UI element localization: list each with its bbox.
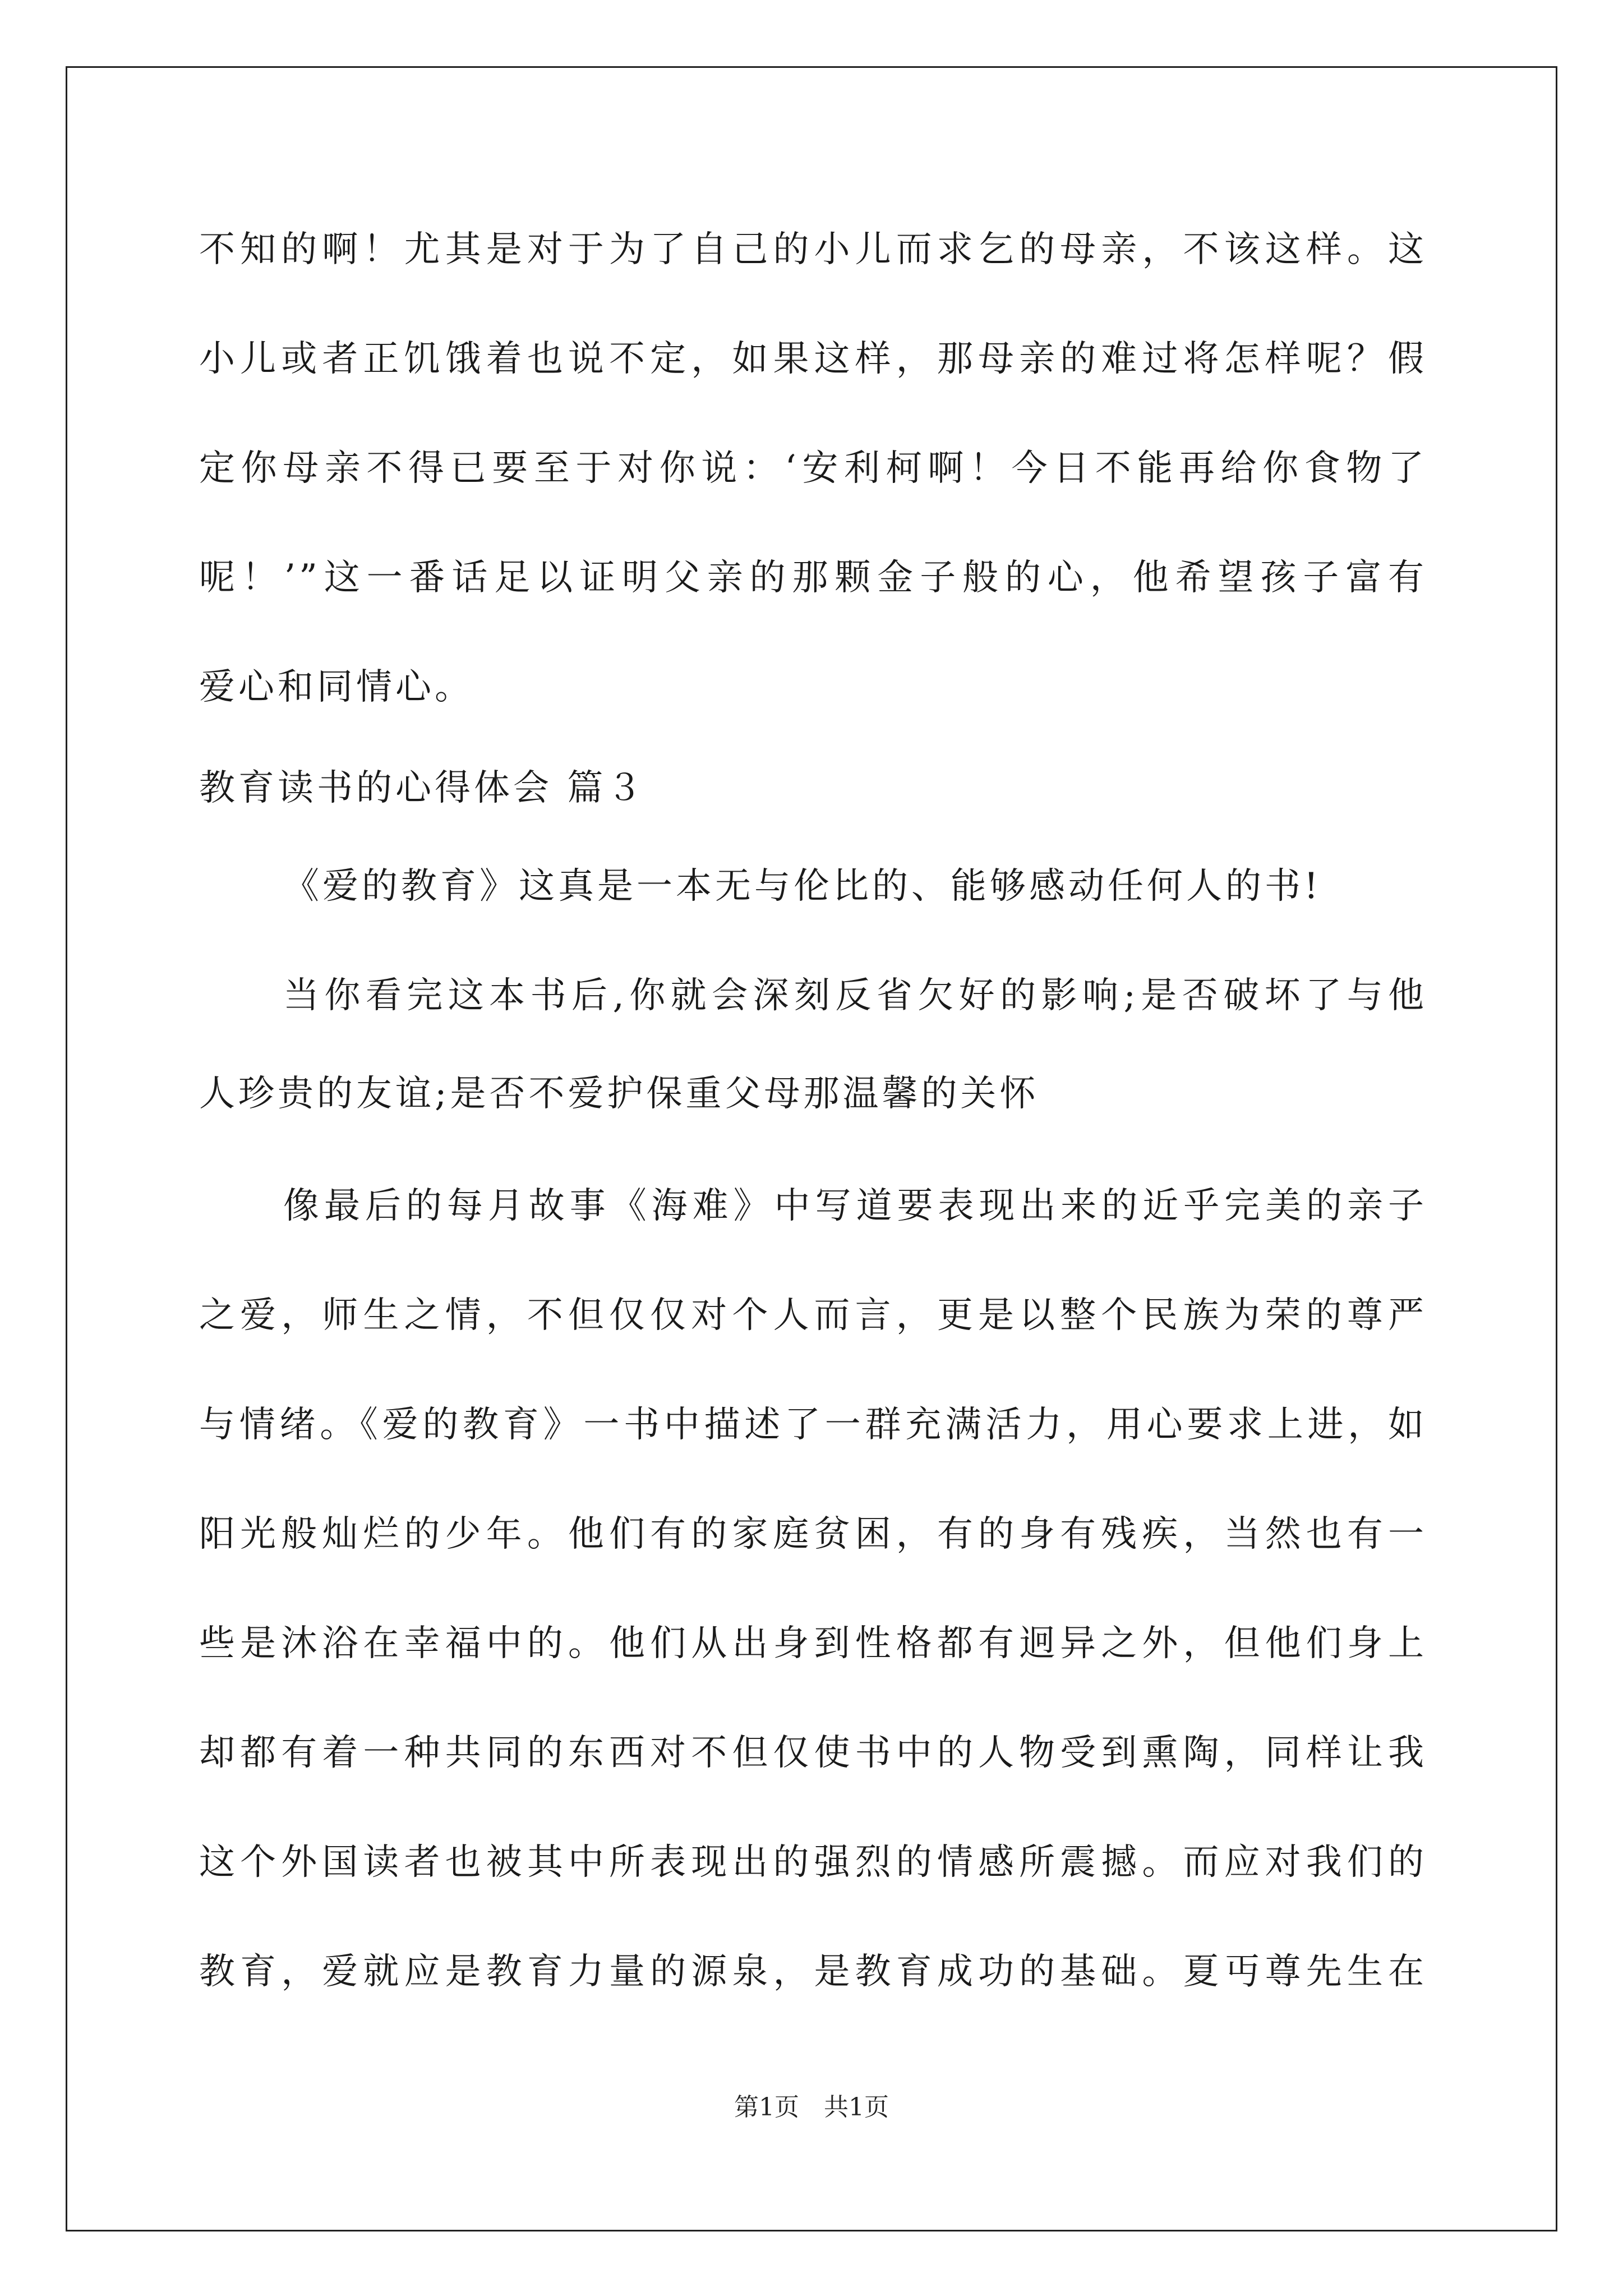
text-line: 《爱的教育》这真是一本无与伦比的、能够感动任何人的书! (283, 866, 1322, 907)
text-line: 定你母亲不得已要至于对你说：‘安利柯啊！今日不能再给你食物了 (199, 448, 1427, 489)
text-line: 与情绪。《爱的教育》一书中描述了一群充满活力，用心要求上进，如 (199, 1404, 1427, 1446)
text-line: 教育，爱就应是教育力量的源泉，是教育成功的基础。夏丏尊先生在 (199, 1951, 1427, 1993)
text-line: 不知的啊！尤其是对于为了自己的小儿而求乞的母亲，不该这样。这 (199, 229, 1427, 270)
text-line: 些是沐浴在幸福中的。他们从出身到性格都有迥异之外，但他们身上 (199, 1623, 1427, 1664)
text-line: 小儿或者正饥饿着也说不定，如果这样，那母亲的难过将怎样呢？假 (199, 338, 1427, 380)
page-border (66, 66, 1557, 2231)
text-line: 呢！’”这一番话足以证明父亲的那颗金子般的心，他希望孩子富有 (199, 557, 1427, 599)
text-line: 这个外国读者也被其中所表现出的强烈的情感所震撼。而应对我们的 (199, 1842, 1427, 1883)
text-line: 却都有着一种共同的东西对不但仅使书中的人物受到熏陶，同样让我 (199, 1732, 1427, 1774)
text-line: 之爱，师生之情，不但仅仅对个人而言，更是以整个民族为荣的尊严 (199, 1295, 1427, 1336)
section-heading: 教育读书的心得体会 篇３ (199, 767, 646, 809)
text-line: 像最后的每月故事《海难》中写道要表现出来的近乎完美的亲子 (283, 1185, 1427, 1227)
text-line: 爱心和同情心。 (199, 666, 474, 708)
text-line: 当你看完这本书后,你就会深刻反省欠好的影响;是否破坏了与他 (283, 975, 1427, 1016)
text-line: 人珍贵的友谊;是否不爱护保重父母那温馨的关怀 (199, 1073, 1039, 1115)
page-number: 第1页 共1页 (734, 2093, 889, 2122)
text-line: 阳光般灿烂的少年。他们有的家庭贫困，有的身有残疾，当然也有一 (199, 1513, 1427, 1555)
